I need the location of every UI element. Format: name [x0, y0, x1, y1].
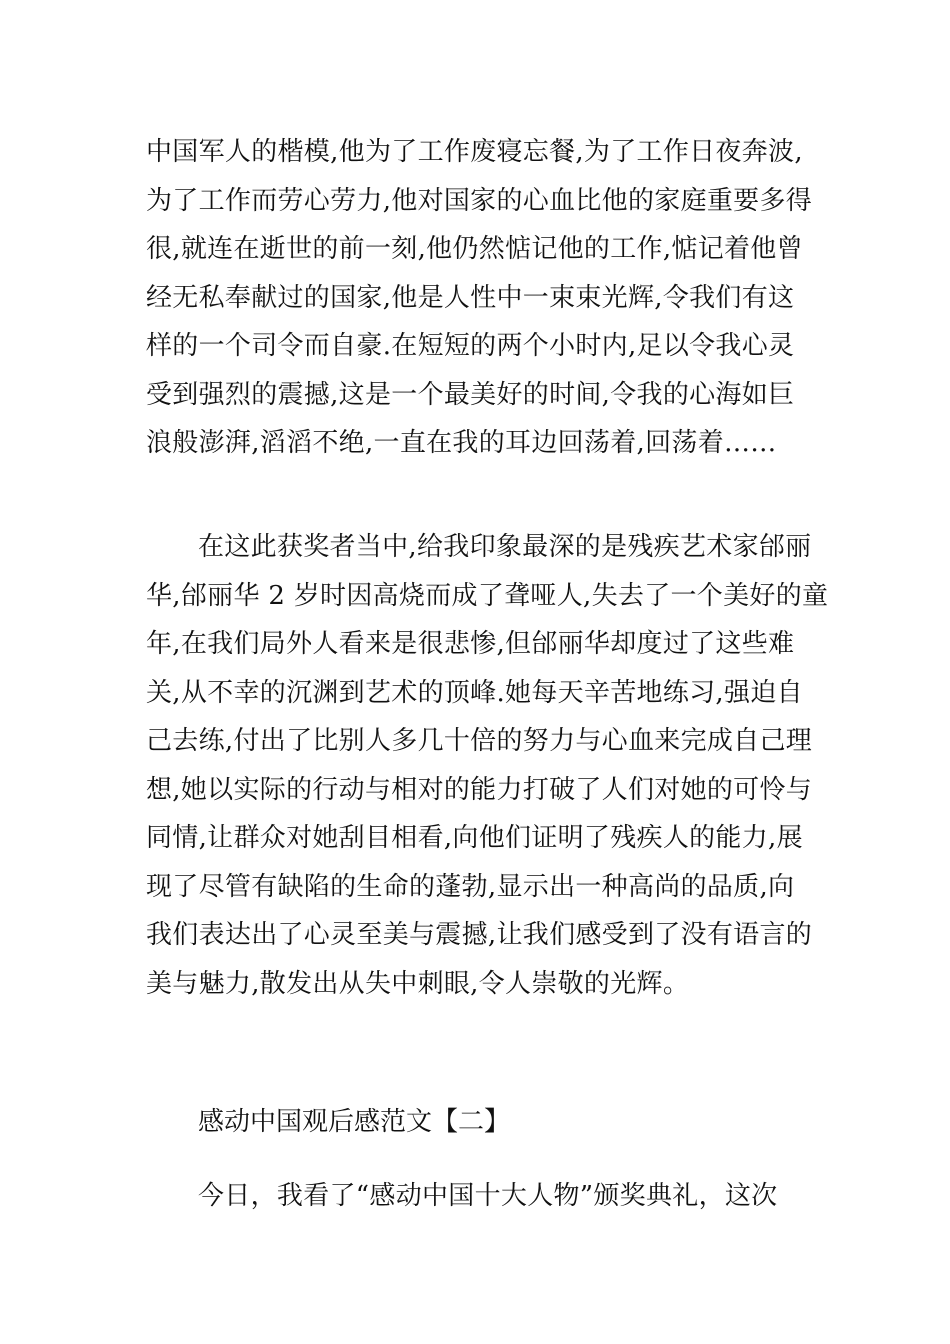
paragraph-line: 样的一个司令而自豪.在短短的两个小时内,足以令我心灵 — [146, 331, 795, 361]
paragraph-line: 中国军人的楷模,他为了工作废寝忘餐,为了工作日夜奔波, — [146, 137, 803, 167]
paragraph-line: 为了工作而劳心劳力,他对国家的心血比他的家庭重要多得 — [146, 185, 813, 216]
paragraph-2 — [146, 523, 829, 1008]
paragraph-line: 今日，我看了“感动中国十大人物”颁奖典礼，这次 — [198, 1181, 778, 1211]
paragraph-line: 很,就连在逝世的前一刻,他仍然惦记他的工作,惦记着他曾 — [146, 234, 803, 264]
paragraph-line: 同情,让群众对她刮目相看,向他们证明了残疾人的能力,展 — [146, 823, 803, 853]
paragraph-line: 受到强烈的震撼,这是一个最美好的时间,令我的心海如巨 — [146, 379, 795, 410]
paragraph-line: 年,在我们局外人看来是很悲惨,但邰丽华却度过了这些难 — [146, 629, 795, 659]
paragraph-line: 经无私奉献过的国家,他是人性中一束束光辉,令我们有这 — [146, 282, 795, 313]
paragraph-line: 浪般澎湃,滔滔不绝,一直在我的耳边回荡着,回荡着…… — [146, 428, 777, 458]
paragraph-line: 美与魅力,散发出从失中刺眼,令人崇敬的光辉。 — [146, 968, 690, 999]
section-heading: 感动中国观后感范文【二】 — [198, 1107, 511, 1137]
paragraph-line: 己去练,付出了比别人多几十倍的努力与心血来完成自己理 — [146, 726, 813, 756]
paragraph-1 — [146, 128, 826, 468]
paragraph-line: 我们表达出了心灵至美与震撼,让我们感受到了没有语言的 — [146, 920, 813, 950]
paragraph-line: 华,邰丽华 2 岁时因高烧而成了聋哑人,失去了一个美好的童 — [146, 580, 829, 611]
paragraph-line: 在这此获奖者当中,给我印象最深的是残疾艺术家邰丽 — [198, 532, 812, 562]
paragraph-3 — [146, 1172, 826, 1221]
paragraph-line: 想,她以实际的行动与相对的能力打破了人们对她的可怜与 — [146, 774, 813, 805]
paragraph-line: 关,从不幸的沉渊到艺术的顶峰.她每天辛苦地练习,强迫自 — [146, 677, 803, 708]
paragraph-line: 现了尽管有缺陷的生命的蓬勃,显示出一种高尚的品质,向 — [146, 871, 795, 902]
